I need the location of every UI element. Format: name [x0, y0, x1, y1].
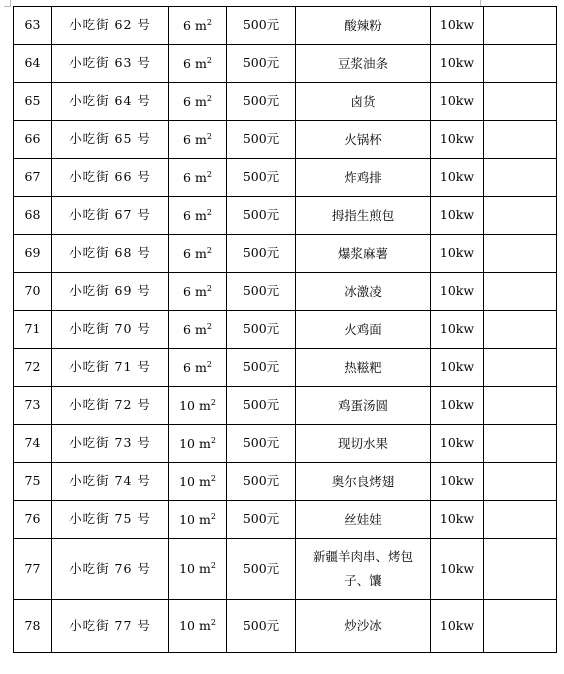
area-unit: m: [198, 473, 211, 489]
item-text: 新疆羊肉串、烤包子、馕: [312, 549, 413, 588]
cell-power: 10kw: [431, 197, 484, 235]
cell-note: [484, 45, 557, 83]
cell-power: 10kw: [431, 311, 484, 349]
area-unit: m: [194, 93, 207, 109]
cell-note: [484, 501, 557, 539]
area-unit: m: [194, 17, 207, 33]
cell-booth: 小吃街 67 号: [52, 197, 169, 235]
area-exponent: 2: [206, 283, 212, 293]
cell-area: [169, 235, 227, 273]
cell-fee: 500元: [227, 600, 296, 653]
cell-item: [296, 349, 431, 387]
page-corner-mark-left: [4, 0, 11, 7]
area-unit: m: [194, 169, 207, 185]
cell-note: [484, 425, 557, 463]
cell-note: [484, 83, 557, 121]
cell-booth: 小吃街 74 号: [52, 463, 169, 501]
cell-power: 10kw: [431, 463, 484, 501]
area-unit: m: [194, 283, 207, 299]
area-unit: m: [194, 359, 207, 375]
cell-seq: 78: [14, 600, 52, 653]
cell-fee: 500元: [227, 197, 296, 235]
area-number: 6: [183, 207, 191, 223]
area-exponent: 2: [206, 55, 212, 65]
booth-table: [13, 6, 557, 653]
cell-note: [484, 463, 557, 501]
cell-power: 10kw: [431, 235, 484, 273]
cell-area: [169, 197, 227, 235]
area-number: 6: [183, 245, 191, 261]
area-number: 10: [179, 618, 195, 634]
cell-power: 10kw: [431, 121, 484, 159]
cell-note: [484, 600, 557, 653]
table-row: [14, 311, 557, 349]
cell-note: [484, 539, 557, 600]
cell-note: [484, 235, 557, 273]
cell-item: [296, 387, 431, 425]
cell-area: [169, 387, 227, 425]
cell-power: 10kw: [431, 159, 484, 197]
cell-item: [296, 235, 431, 273]
item-text: 拇指生煎包: [331, 207, 395, 223]
area-unit: m: [198, 561, 211, 577]
item-text: 酸辣粉: [344, 17, 382, 33]
item-text: 奥尔良烤翅: [331, 473, 395, 489]
cell-area: [169, 349, 227, 387]
table-row: [14, 600, 557, 653]
area-unit: m: [194, 131, 207, 147]
cell-fee: 500元: [227, 539, 296, 600]
area-number: 6: [183, 131, 191, 147]
item-text: 炒沙冰: [344, 618, 382, 633]
area-number: 6: [183, 321, 191, 337]
area-number: 6: [183, 93, 191, 109]
cell-note: [484, 7, 557, 45]
area-exponent: 2: [210, 561, 216, 571]
cell-item: [296, 83, 431, 121]
cell-fee: 500元: [227, 501, 296, 539]
area-number: 6: [183, 359, 191, 375]
cell-area: [169, 311, 227, 349]
cell-fee: 500元: [227, 273, 296, 311]
table-row: [14, 349, 557, 387]
cell-seq: 67: [14, 159, 52, 197]
area-unit: m: [198, 397, 211, 413]
table-row: [14, 539, 557, 600]
area-unit: m: [194, 321, 207, 337]
item-text: 火锅杯: [344, 131, 382, 147]
area-exponent: 2: [210, 618, 216, 628]
item-text: 爆浆麻薯: [337, 245, 388, 261]
cell-seq: 71: [14, 311, 52, 349]
area-unit: m: [194, 55, 207, 71]
table-row: [14, 425, 557, 463]
area-number: 10: [179, 397, 195, 413]
table-row: [14, 45, 557, 83]
cell-booth: 小吃街 62 号: [52, 7, 169, 45]
area-number: 6: [183, 17, 191, 33]
cell-booth: 小吃街 71 号: [52, 349, 169, 387]
table-row: [14, 463, 557, 501]
table-row: [14, 501, 557, 539]
cell-power: 10kw: [431, 501, 484, 539]
cell-area: [169, 45, 227, 83]
cell-seq: 72: [14, 349, 52, 387]
cell-seq: 74: [14, 425, 52, 463]
cell-power: 10kw: [431, 600, 484, 653]
cell-fee: 500元: [227, 425, 296, 463]
cell-area: [169, 159, 227, 197]
cell-item: [296, 600, 431, 653]
cell-note: [484, 159, 557, 197]
cell-booth: 小吃街 64 号: [52, 83, 169, 121]
cell-note: [484, 311, 557, 349]
area-exponent: 2: [206, 359, 212, 369]
cell-item: [296, 463, 431, 501]
booth-table-body: [14, 7, 557, 653]
cell-area: [169, 83, 227, 121]
cell-booth: 小吃街 63 号: [52, 45, 169, 83]
cell-area: [169, 7, 227, 45]
area-unit: m: [198, 511, 211, 527]
table-row: [14, 197, 557, 235]
area-exponent: 2: [206, 207, 212, 217]
cell-fee: 500元: [227, 159, 296, 197]
area-number: 10: [179, 435, 195, 451]
cell-seq: 63: [14, 7, 52, 45]
table-row: [14, 83, 557, 121]
area-number: 6: [183, 55, 191, 71]
cell-area: [169, 539, 227, 600]
cell-note: [484, 349, 557, 387]
cell-fee: 500元: [227, 311, 296, 349]
cell-seq: 75: [14, 463, 52, 501]
cell-item: [296, 425, 431, 463]
area-unit: m: [194, 245, 207, 261]
table-row: [14, 235, 557, 273]
cell-note: [484, 273, 557, 311]
cell-booth: 小吃街 66 号: [52, 159, 169, 197]
area-number: 6: [183, 169, 191, 185]
area-exponent: 2: [206, 17, 212, 27]
area-unit: m: [194, 207, 207, 223]
cell-item: [296, 7, 431, 45]
cell-booth: 小吃街 65 号: [52, 121, 169, 159]
cell-booth: 小吃街 69 号: [52, 273, 169, 311]
item-text: 炸鸡排: [344, 169, 382, 185]
table-row: [14, 273, 557, 311]
cell-booth: 小吃街 68 号: [52, 235, 169, 273]
cell-seq: 64: [14, 45, 52, 83]
cell-fee: 500元: [227, 7, 296, 45]
table-row: [14, 387, 557, 425]
area-exponent: 2: [206, 245, 212, 255]
cell-item: [296, 501, 431, 539]
cell-note: [484, 197, 557, 235]
cell-area: [169, 600, 227, 653]
area-exponent: 2: [210, 473, 216, 483]
area-unit: m: [198, 618, 211, 634]
area-number: 10: [179, 561, 195, 577]
cell-note: [484, 121, 557, 159]
cell-fee: 500元: [227, 45, 296, 83]
cell-seq: 66: [14, 121, 52, 159]
cell-booth: 小吃街 72 号: [52, 387, 169, 425]
cell-seq: 76: [14, 501, 52, 539]
area-exponent: 2: [206, 93, 212, 103]
cell-item: [296, 539, 431, 600]
cell-power: 10kw: [431, 83, 484, 121]
item-text: 冰激凌: [344, 283, 382, 299]
table-row: [14, 121, 557, 159]
cell-fee: 500元: [227, 463, 296, 501]
cell-item: [296, 121, 431, 159]
item-text: 火鸡面: [344, 321, 382, 337]
cell-booth: 小吃街 76 号: [52, 539, 169, 600]
cell-power: 10kw: [431, 425, 484, 463]
cell-power: 10kw: [431, 349, 484, 387]
cell-booth: 小吃街 73 号: [52, 425, 169, 463]
area-number: 10: [179, 511, 195, 527]
area-unit: m: [198, 435, 211, 451]
area-exponent: 2: [210, 511, 216, 521]
table-row: [14, 7, 557, 45]
cell-fee: 500元: [227, 387, 296, 425]
item-text: 卤货: [350, 93, 376, 109]
cell-area: [169, 425, 227, 463]
cell-seq: 69: [14, 235, 52, 273]
cell-booth: 小吃街 75 号: [52, 501, 169, 539]
cell-power: 10kw: [431, 539, 484, 600]
cell-item: [296, 197, 431, 235]
item-text: 鸡蛋汤圆: [337, 397, 388, 413]
cell-fee: 500元: [227, 235, 296, 273]
cell-item: [296, 273, 431, 311]
cell-note: [484, 387, 557, 425]
area-exponent: 2: [210, 435, 216, 445]
cell-item: [296, 159, 431, 197]
area-exponent: 2: [206, 131, 212, 141]
cell-booth: 小吃街 77 号: [52, 600, 169, 653]
cell-seq: 68: [14, 197, 52, 235]
area-exponent: 2: [210, 397, 216, 407]
item-text: 热糍粑: [344, 359, 382, 375]
cell-area: [169, 463, 227, 501]
cell-fee: 500元: [227, 349, 296, 387]
area-exponent: 2: [206, 169, 212, 179]
cell-power: 10kw: [431, 387, 484, 425]
area-number: 6: [183, 283, 191, 299]
cell-area: [169, 273, 227, 311]
cell-power: 10kw: [431, 7, 484, 45]
area-exponent: 2: [206, 321, 212, 331]
table-row: [14, 159, 557, 197]
cell-fee: 500元: [227, 83, 296, 121]
cell-item: [296, 311, 431, 349]
cell-seq: 65: [14, 83, 52, 121]
area-number: 10: [179, 473, 195, 489]
item-text: 豆浆油条: [337, 55, 388, 71]
item-text: 丝娃娃: [344, 511, 382, 527]
cell-area: [169, 121, 227, 159]
cell-area: [169, 501, 227, 539]
cell-seq: 73: [14, 387, 52, 425]
item-text: 现切水果: [337, 435, 388, 451]
cell-seq: 70: [14, 273, 52, 311]
cell-fee: 500元: [227, 121, 296, 159]
cell-seq: 77: [14, 539, 52, 600]
cell-booth: 小吃街 70 号: [52, 311, 169, 349]
cell-item: [296, 45, 431, 83]
cell-power: 10kw: [431, 273, 484, 311]
cell-power: 10kw: [431, 45, 484, 83]
